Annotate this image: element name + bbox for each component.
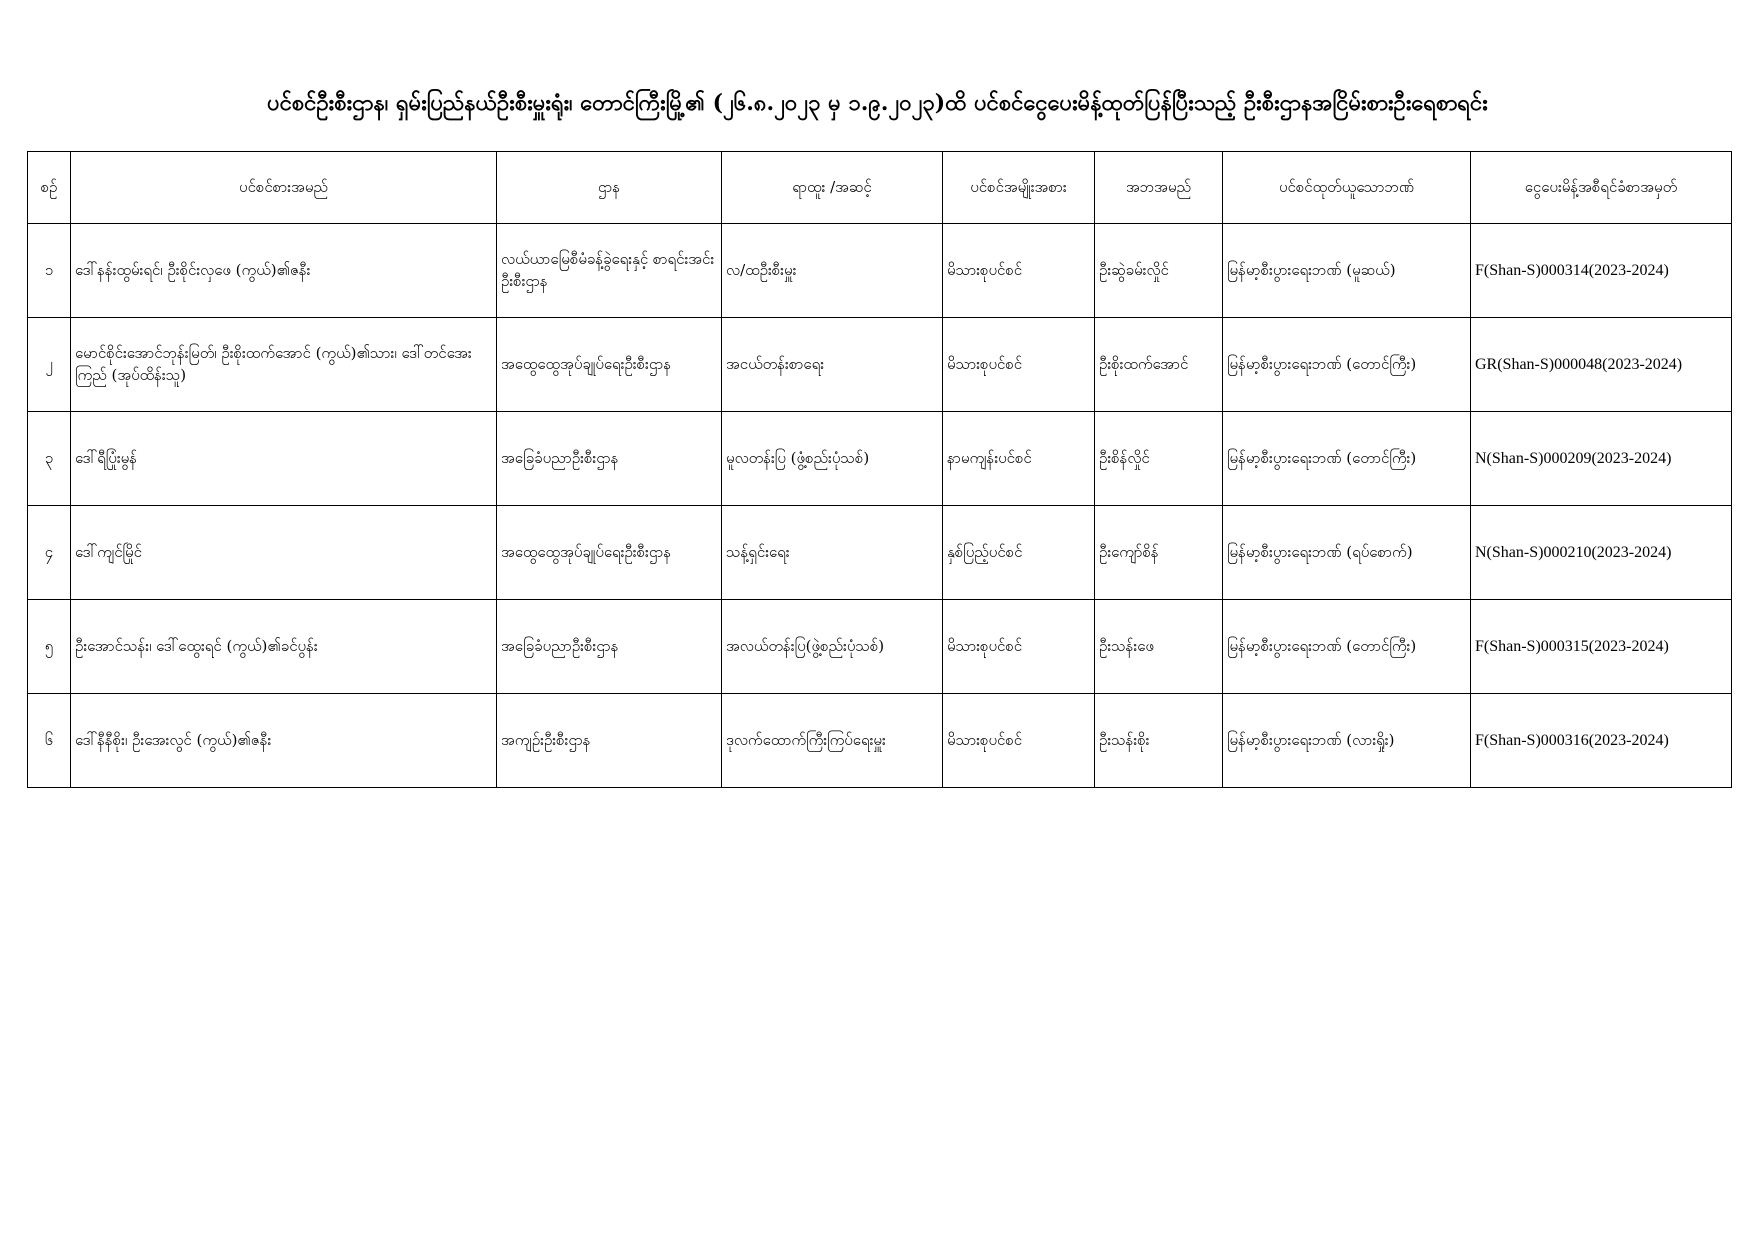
- table-row: [28, 694, 1732, 788]
- serial-cell: ၃: [28, 412, 71, 506]
- bank-cell: မြန်မာ့စီးပွားရေးဘဏ် (ရပ်စောက်): [1223, 506, 1471, 600]
- father-name-cell: ဦးသန်းစိုး: [1095, 694, 1223, 788]
- table-row: [28, 318, 1732, 412]
- column-header-father-name: အဘအမည်: [1095, 152, 1223, 224]
- pension-type-cell: မိသားစုပင်စင်: [943, 318, 1095, 412]
- position-cell: ဒုလက်ထောက်ကြီးကြပ်ရေးမှူး: [722, 694, 943, 788]
- position-cell: လ/ထဦးစီးမှူး: [722, 224, 943, 318]
- pension-type-cell: နာမကျန်းပင်စင်: [943, 412, 1095, 506]
- department-cell: အကျဉ်းဦးစီးဌာန: [497, 694, 722, 788]
- column-header-position: ရာထူး /အဆင့်: [722, 152, 943, 224]
- father-name-cell: ဦးသန်းဖေ: [1095, 600, 1223, 694]
- position-cell: အလယ်တန်းပြ(ဖွဲ့စည်းပုံသစ်): [722, 600, 943, 694]
- report-number-cell: F(Shan-S)000315(2023-2024): [1471, 600, 1732, 694]
- report-number-cell: N(Shan-S)000210(2023-2024): [1471, 506, 1732, 600]
- table-row: [28, 412, 1732, 506]
- column-header-serial: စဉ်: [28, 152, 71, 224]
- pensioner-name-cell: ဒေါ်ရီပြုံးမွန်: [71, 412, 497, 506]
- bank-cell: မြန်မာ့စီးပွားရေးဘဏ် (လားရှိုး): [1223, 694, 1471, 788]
- father-name-cell: ဦးကျော်စိန်: [1095, 506, 1223, 600]
- father-name-cell: ဦးစိုးထက်အောင်: [1095, 318, 1223, 412]
- bank-cell: မြန်မာ့စီးပွားရေးဘဏ် (တောင်ကြီး): [1223, 412, 1471, 506]
- report-number-cell: F(Shan-S)000316(2023-2024): [1471, 694, 1732, 788]
- table-row: [28, 506, 1732, 600]
- department-cell: အထွေထွေအုပ်ချုပ်ရေးဦးစီးဌာန: [497, 506, 722, 600]
- table-header-row: [28, 152, 1732, 224]
- column-header-pension-type: ပင်စင်အမျိုးအစား: [943, 152, 1095, 224]
- serial-cell: ၁: [28, 224, 71, 318]
- bank-cell: မြန်မာ့စီးပွားရေးဘဏ် (တောင်ကြီး): [1223, 600, 1471, 694]
- pensioner-name-cell: ဒေါ်နီနီစိုး၊ ဦးအေးလွင် (ကွယ်)၏ဇနီး: [71, 694, 497, 788]
- pensioner-name-cell: မောင်စိုင်းအောင်ဘုန်းမြတ်၊ ဦးစိုးထက်အောင် (ကွယ်)၏သား၊ ဒေါ်တင်အေးကြည် (အုပ်ထိန်းသူ): [71, 318, 497, 412]
- serial-cell: ၄: [28, 506, 71, 600]
- father-name-cell: ဦးဆွဲခမ်းလှိုင်: [1095, 224, 1223, 318]
- column-header-department: ဌာန: [497, 152, 722, 224]
- pensioner-name-cell: ဦးအောင်သန်း၊ ဒေါ်ထွေးရင် (ကွယ်)၏ခင်ပွန်း: [71, 600, 497, 694]
- serial-cell: ၆: [28, 694, 71, 788]
- serial-cell: ၅: [28, 600, 71, 694]
- pension-type-cell: မိသားစုပင်စင်: [943, 600, 1095, 694]
- report-number-cell: F(Shan-S)000314(2023-2024): [1471, 224, 1732, 318]
- department-cell: အထွေထွေအုပ်ချုပ်ရေးဦးစီးဌာန: [497, 318, 722, 412]
- department-cell: အခြေခံပညာဦးစီးဌာန: [497, 600, 722, 694]
- pensioner-name-cell: ဒေါ်နန်းထွမ်းရင်၊ ဦးစိုင်းလှဖေ (ကွယ်)၏ဇနီး: [71, 224, 497, 318]
- position-cell: မူလတန်းပြ (ဖွံ့စည်းပုံသစ်): [722, 412, 943, 506]
- department-cell: အခြေခံပညာဦးစီးဌာန: [497, 412, 722, 506]
- report-number-cell: GR(Shan-S)000048(2023-2024): [1471, 318, 1732, 412]
- department-cell: လယ်ယာမြေစီမံခန့်ခွဲရေးနှင့် စာရင်းအင်းဦးစီးဌာန: [497, 224, 722, 318]
- pension-type-cell: နှစ်ပြည့်ပင်စင်: [943, 506, 1095, 600]
- father-name-cell: ဦးစိန်လှိုင်: [1095, 412, 1223, 506]
- pension-type-cell: မိသားစုပင်စင်: [943, 694, 1095, 788]
- table-row: [28, 224, 1732, 318]
- position-cell: အငယ်တန်းစာရေး: [722, 318, 943, 412]
- pensioner-table: [27, 151, 1732, 788]
- pension-type-cell: မိသားစုပင်စင်: [943, 224, 1095, 318]
- column-header-report-number: ငွေပေးမိန့်အစီရင်ခံစာအမှတ်: [1471, 152, 1732, 224]
- bank-cell: မြန်မာ့စီးပွားရေးဘဏ် (မူဆယ်): [1223, 224, 1471, 318]
- bank-cell: မြန်မာ့စီးပွားရေးဘဏ် (တောင်ကြီး): [1223, 318, 1471, 412]
- table-row: [28, 600, 1732, 694]
- serial-cell: ၂: [28, 318, 71, 412]
- position-cell: သန့်ရှင်းရေး: [722, 506, 943, 600]
- page-title: ပင်စင်ဦးစီးဌာန၊ ရှမ်းပြည်နယ်ဦးစီးမှူးရုံး၊ တောင်ကြီးမြို့၏ (၂၆.၈.၂၀၂၃ မှ ၁.၉.၂၀၂၃)ထိ ပင်စင်ငွေပေးမိန့်ထုတ်ပြန်ပြီးသည့် ဦးစီးဌာနအငြိမ်းစားဦးရေစာရင်း: [267, 90, 1488, 116]
- column-header-bank: ပင်စင်ထုတ်ယူသောဘဏ်: [1223, 152, 1471, 224]
- column-header-pensioner-name: ပင်စင်စားအမည်: [71, 152, 497, 224]
- report-number-cell: N(Shan-S)000209(2023-2024): [1471, 412, 1732, 506]
- pensioner-name-cell: ဒေါ်ကျင်မြိုင်: [71, 506, 497, 600]
